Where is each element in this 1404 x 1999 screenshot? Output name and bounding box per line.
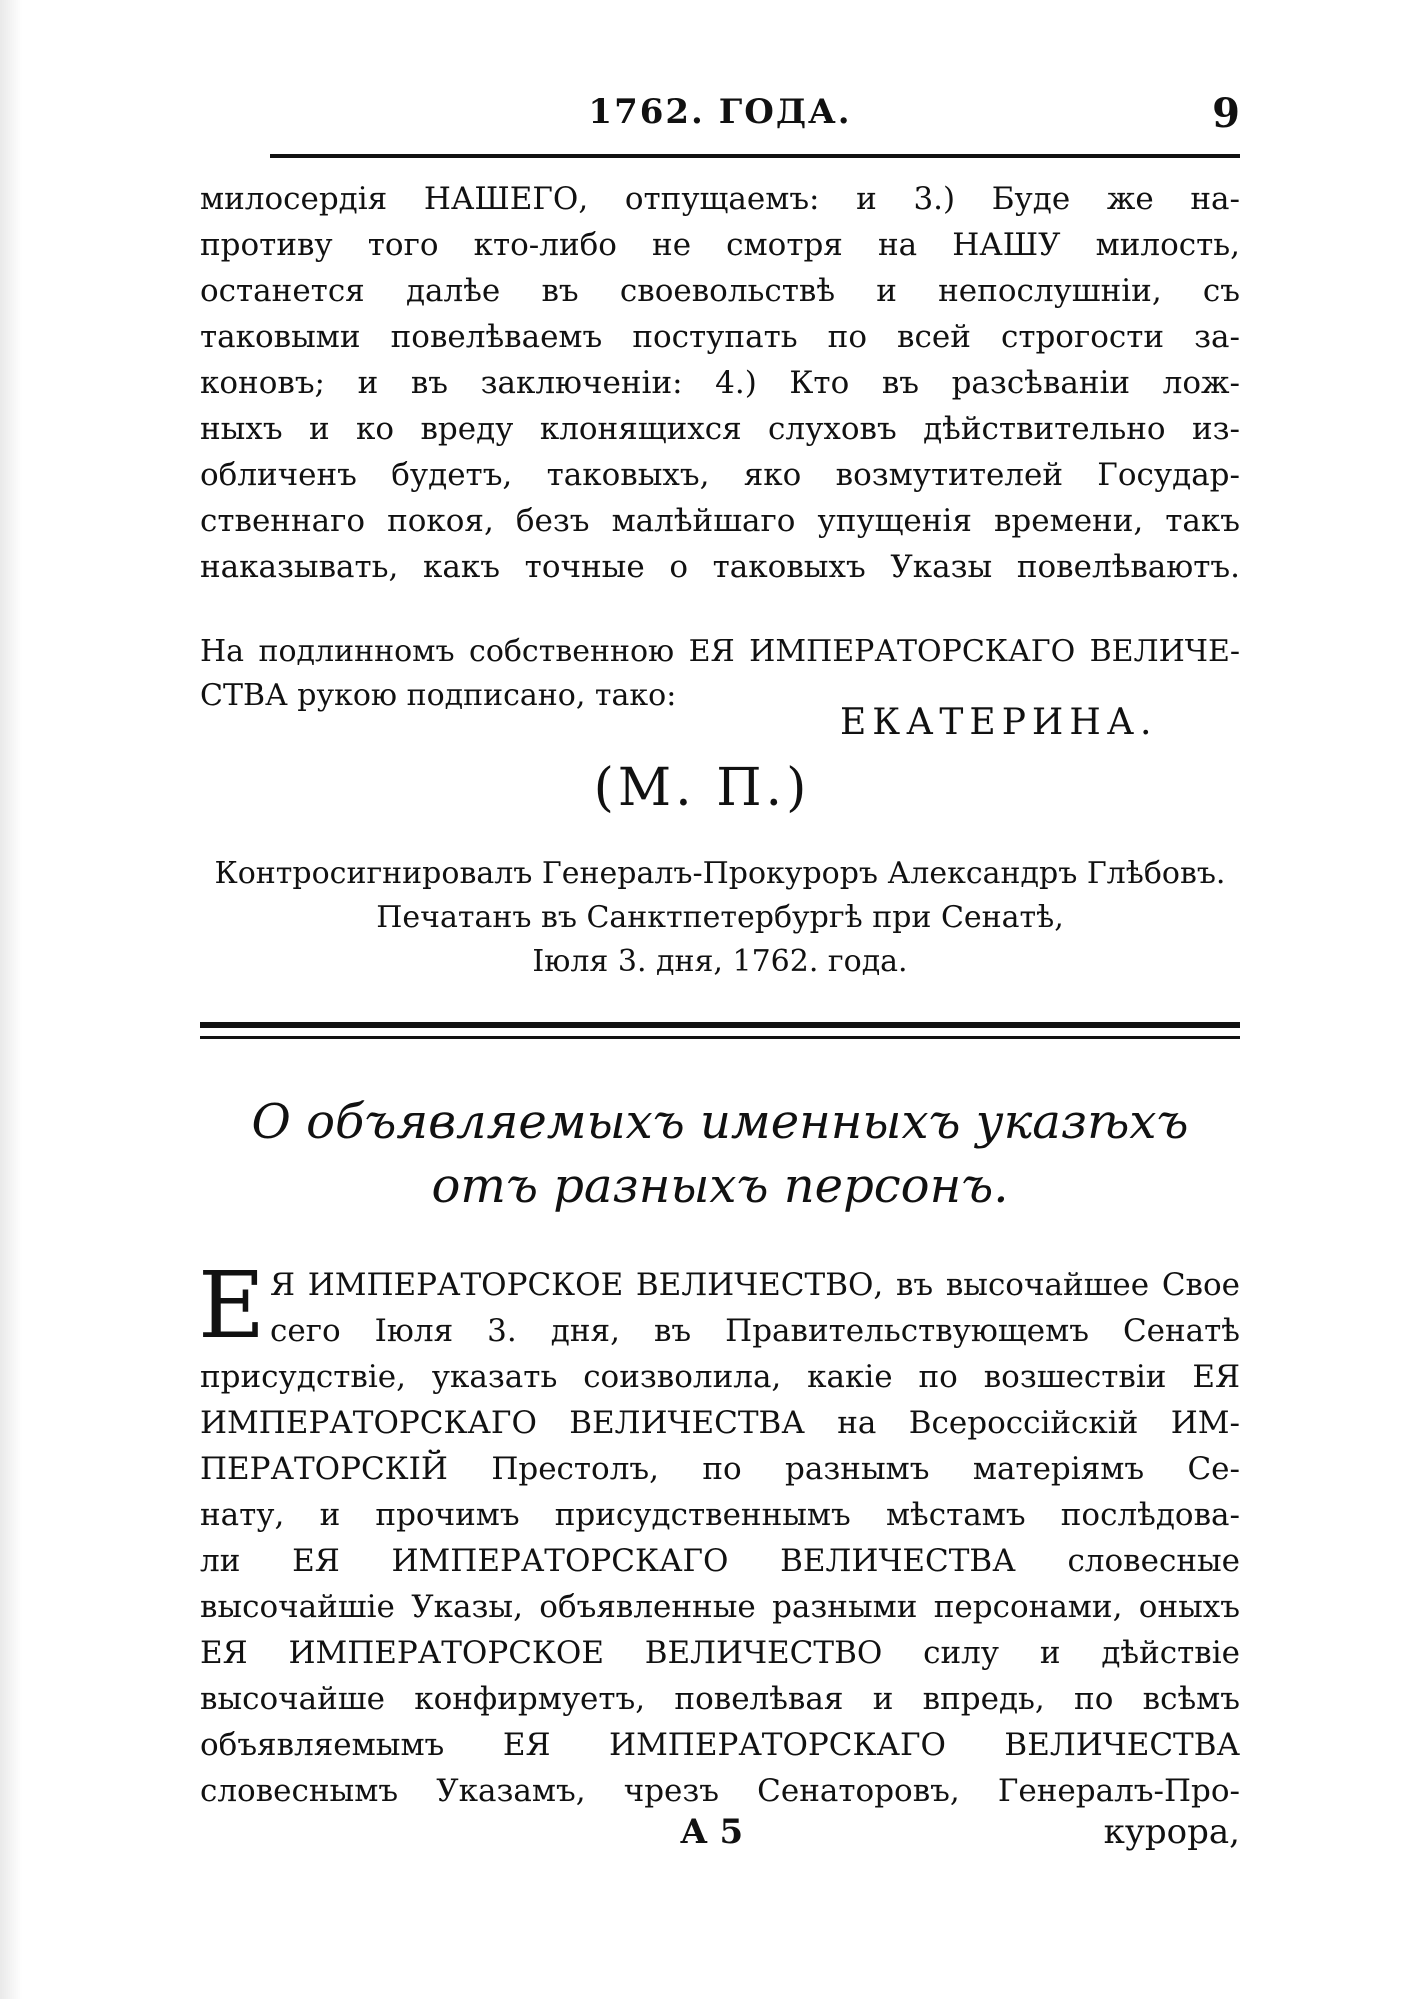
signature-line-1: На подлинномъ собственною ЕЯ ИМПЕРАТОРСКАГО ВЕЛИЧЕ- [200,634,1240,669]
text-line: наказывать, какъ точные о таковыхъ Указы повелѣваютъ. [200,549,1240,585]
text-line: высочайшіе Указы, объявленные разными персонами, оныхъ [200,1589,1240,1625]
text-line: ственнаго покоя, безъ малѣйшаго упущенія времени, такъ [200,503,1240,539]
imprint-line: Контросигнировалъ Генералъ-Прокуроръ Александръ Глѣбовъ. [214,856,1226,891]
imprint-block [190,852,1250,984]
text-line: милосердія НАШЕГО, отпущаемъ: и 3.) Буде же на- [200,181,1240,217]
page-footer [200,1812,1240,1862]
text-line: высочайше конфирмуетъ, повелѣвая и впредь, по всѣмъ [200,1681,1240,1717]
section-heading [200,1090,1240,1218]
paragraph-1 [200,176,1240,590]
text-line: словеснымъ Указамъ, чрезъ Сенаторовъ, Генералъ-Про- [200,1773,1240,1809]
text-line: противу того кто-либо не смотря на НАШУ милость, [200,227,1240,263]
imprint-line: Іюля 3. дня, 1762. года. [532,944,908,979]
section-divider-thin [200,1036,1240,1039]
running-title: 1762. ГОДА. [588,92,852,132]
catchword: курора, [1103,1812,1240,1852]
signature-mark: А 5 [680,1812,744,1852]
text-line: ли ЕЯ ИМПЕРАТОРСКАГО ВЕЛИЧЕСТВА словесные [200,1543,1240,1579]
text-line: сего Іюля 3. дня, въ Правительствующемъ Сенатѣ [270,1313,1240,1349]
heading-line-2: отъ разныхъ персонъ. [431,1158,1009,1214]
imprint-line: Печатанъ въ Санктпетербургѣ при Сенатѣ, [376,900,1064,935]
text-line: ныхъ и ко вреду клонящихся слуховъ дѣйствительно из- [200,411,1240,447]
section-divider-thick [200,1022,1240,1028]
signatory-name: ЕКАТЕРИНА. [840,702,1158,743]
text-line: обличенъ будетъ, таковыхъ, яко возмутителей Государ- [200,457,1240,493]
text-line: таковыми повелѣваемъ поступать по всей строгости за- [200,319,1240,355]
text-line: ИМПЕРАТОРСКАГО ВЕЛИЧЕСТВА на Всероссійскій ИМ- [200,1405,1240,1441]
page-edge-shadow [0,0,22,1999]
text-line: Я ИМПЕРАТОРСКОЕ ВЕЛИЧЕСТВО, въ высочайшее Свое [270,1267,1240,1303]
page-number: 9 [1212,90,1240,137]
text-line: останется далѣе въ своевольствѣ и непослушніи, съ [200,273,1240,309]
text-line: нату, и прочимъ присудственнымъ мѣстамъ послѣдова- [200,1497,1240,1533]
text-line: коновъ; и въ заключеніи: 4.) Кто въ разсѣваніи лож- [200,365,1240,401]
text-line: объявляемымъ ЕЯ ИМПЕРАТОРСКАГО ВЕЛИЧЕСТВА [200,1727,1240,1763]
running-head [200,92,1240,142]
heading-line-1: О объявляемыхъ именныхъ указѣхъ [251,1094,1189,1150]
text-line: присудствіе, указать соизволила, какіе по возшествіи ЕЯ [200,1359,1240,1395]
text-line: ПЕРАТОРСКІЙ Престолъ, по разнымъ матеріямъ Се- [200,1451,1240,1487]
header-rule [270,154,1240,158]
signature-line-2: СТВА рукою подписано, тако: [200,678,677,713]
paragraph-2 [198,1252,1240,1814]
seal-mark: (М. П.) [593,758,811,818]
drop-cap: Е [198,1252,266,1359]
text-line: ЕЯ ИМПЕРАТОРСКОЕ ВЕЛИЧЕСТВО силу и дѣйствіе [200,1635,1240,1671]
